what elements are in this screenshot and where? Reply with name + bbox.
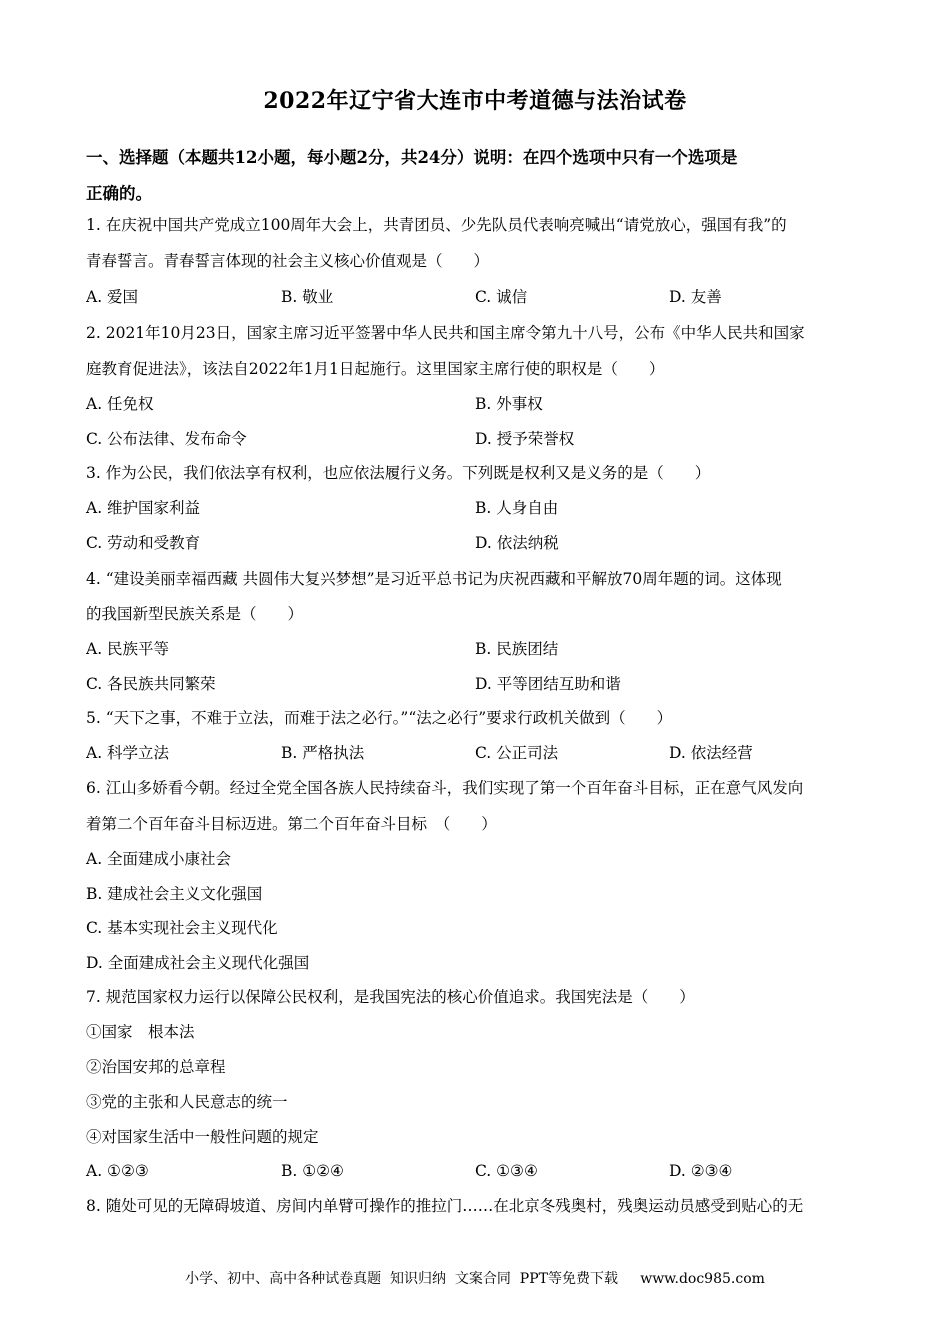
q1-option-c: C. 诚信 xyxy=(475,288,528,306)
q3-stem-line-1: 3. 作为公民，我们依法享有权利，也应依法履行义务。下列既是权利又是义务的是（ ） xyxy=(86,464,711,482)
q5-option-a: A. 科学立法 xyxy=(86,744,170,762)
q7-option-b: B. ①②④ xyxy=(281,1162,344,1180)
section-heading xyxy=(86,140,866,212)
q2-option-d: D. 授予荣誉权 xyxy=(475,430,575,448)
page-title: 2022年辽宁省大连市中考道德与法治试卷 xyxy=(263,88,687,114)
q7-statement-2: ②治国安邦的总章程 xyxy=(86,1058,226,1076)
q1-stem-line-2: 青春誓言。青春誓言体现的社会主义核心价值观是（ ） xyxy=(86,252,490,270)
q6-option-b: B. 建成社会主义文化强国 xyxy=(86,885,263,903)
q1-stem-line-1: 1. 在庆祝中国共产党成立100周年大会上，共青团员、少先队员代表响亮喊出“请党放心，强国有我”的 xyxy=(86,216,787,234)
q4-option-b: B. 民族团结 xyxy=(475,640,559,658)
q1-option-d: D. 友善 xyxy=(669,288,722,306)
q7-statement-3: ③党的主张和人民意志的统一 xyxy=(86,1093,288,1111)
q4-option-a: A. 民族平等 xyxy=(86,640,170,658)
q7-option-d: D. ②③④ xyxy=(669,1162,733,1180)
section-heading-line-2: 正确的。 xyxy=(86,184,152,203)
q2-stem-line-2: 庭教育促进法》，该法自2022年1月1日起施行。这里国家主席行使的职权是（ ） xyxy=(86,360,665,378)
q7-stem-line-1: 7. 规范国家权力运行以保障公民权利，是我国宪法的核心价值追求。我国宪法是（ ） xyxy=(86,988,695,1006)
q6-stem-line-2: 着第二个百年奋斗目标迈进。第二个百年奋斗目标 （ ） xyxy=(86,815,497,833)
q6-option-a: A. 全面建成小康社会 xyxy=(86,850,232,868)
q8-stem-line-1: 8. 随处可见的无障碍坡道、房间内单臂可操作的推拉门……在北京冬残奥村，残奥运动员感受到贴心的无 xyxy=(86,1197,804,1215)
page-footer: 小学、初中、高中各种试卷真题 知识归纳 文案合同 PPT等免费下载 www.doc985.com xyxy=(185,1271,765,1287)
q3-option-d: D. 依法纳税 xyxy=(475,534,559,552)
q1-option-b: B. 敬业 xyxy=(281,288,334,306)
q2-option-b: B. 外事权 xyxy=(475,395,543,413)
q5-option-b: B. 严格执法 xyxy=(281,744,365,762)
q3-option-a: A. 维护国家利益 xyxy=(86,499,201,517)
q4-option-c: C. 各民族共同繁荣 xyxy=(86,675,216,693)
q6-option-c: C. 基本实现社会主义现代化 xyxy=(86,919,278,937)
q6-stem-line-1: 6. 江山多娇看今朝。经过全党全国各族人民持续奋斗，我们实现了第一个百年奋斗目标，正在意气风发向 xyxy=(86,779,804,797)
q6-option-d: D. 全面建成社会主义现代化强国 xyxy=(86,954,310,972)
q5-stem-line-1: 5. “天下之事，不难于立法，而难于法之必行。”“法之必行”要求行政机关做到（ ） xyxy=(86,709,673,727)
q2-option-a: A. 任免权 xyxy=(86,395,154,413)
q2-option-c: C. 公布法律、发布命令 xyxy=(86,430,247,448)
q7-statement-1: ①国家 根本法 xyxy=(86,1023,195,1041)
q2-stem-line-1: 2. 2021年10月23日，国家主席习近平签署中华人民共和国主席令第九十八号，公布《中华人民共和国家 xyxy=(86,324,805,342)
q4-stem-line-2: 的我国新型民族关系是（ ） xyxy=(86,605,304,623)
q7-option-a: A. ①②③ xyxy=(86,1162,149,1180)
section-heading-line-1: 一、选择题（本题共12小题，每小题2分，共24分）说明：在四个选项中只有一个选项是 xyxy=(86,148,738,167)
q5-option-d: D. 依法经营 xyxy=(669,744,753,762)
q3-option-b: B. 人身自由 xyxy=(475,499,559,517)
q4-stem-line-1: 4. “建设美丽幸福西藏 共圆伟大复兴梦想”是习近平总书记为庆祝西藏和平解放70周年题的词。这体现 xyxy=(86,570,782,588)
q7-statement-4: ④对国家生活中一般性问题的规定 xyxy=(86,1128,319,1146)
q7-option-c: C. ①③④ xyxy=(475,1162,538,1180)
q1-option-a: A. 爱国 xyxy=(86,288,139,306)
q5-option-c: C. 公正司法 xyxy=(475,744,559,762)
q3-option-c: C. 劳动和受教育 xyxy=(86,534,201,552)
q4-option-d: D. 平等团结互助和谐 xyxy=(475,675,621,693)
